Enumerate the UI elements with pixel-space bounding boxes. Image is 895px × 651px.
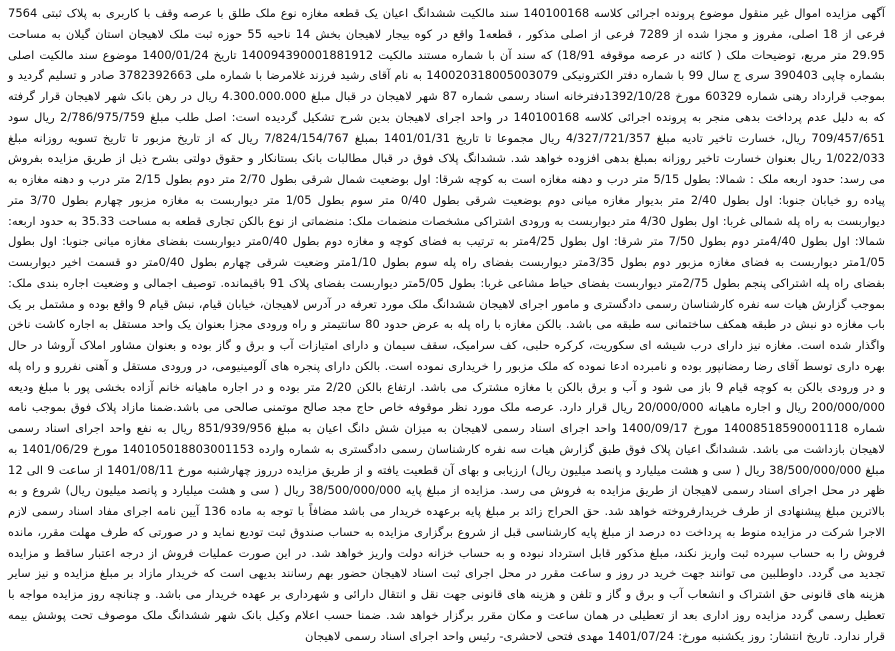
auction-notice-body: آگهی مزایده اموال غیر منقول موضوع پرونده اجرائی کلاسه 140100168 سند مالکیت ششدانگ اعیان یک قطعه مغازه نوع ملک طلق با عرصه وقف با کاربری به پلاک ثبتی 7564 فرعی از 18 اصلی، مفروز و مجزا شده از 7289 فرعی از اصلی مذکور ، قطعه1 واقع در کوه بیجار لاهیجان بخش 14 ناحیه 55 حوزه ثبت ملک لاهیجان استان گیلان به مساحت 29.95 متر مربع، توضیحات ملک ( کائنه در عرصه موقوفه 18/91) که سند آن با شماره مستند مالکیت 140094390001881912 تاریخ 1400/01/24 موضوع سند مالکیت اصلی بشماره چاپی 390403 سری ج سال 99 با شماره دفتر الکترونیکی 140020318005003079 به نام آقای رشید فرزند غلامرضا با شماره ملی 3782392663 صادر و تسلیم گردید و بموجب قرارداد رهنی شماره 60329 مورخ 1392/10/28دفترخانه اسناد رسمی شماره 87 شهر لاهیجان در قبال مبلغ 4.300.000.000 ریال در رهن بانک شهر لاهیجان قرار گرفته که به دلیل عدم پرداخت بدهی منجر به پرونده اجرائی کلاسه 140100168 در واحد اجرای لاهیجان بدین شرح تشکیل گردیده است: اصل طلب مبلغ 2/786/975/759 ریال سود 709/457/651 ریال، خسارت تاخیر تادیه مبلغ 4/327/721/357 ریال مجموعا تا تاریخ 1401/01/31 بمبلغ 7/824/154/767 ریال که از تاریخ مزبور تا تاریخ تسویه روزانه مبلغ 1/022/033 ریال بعنوان خسارت تاخیر روزانه بمبلغ بدهی افزوده خواهد شد. ششدانگ پلاک فوق در قبال مطالبات بانک بستانکار و حقوق دولتی بشرح ذیل از طریق مزایده بفروش می رسد: حدود اربعه ملک : شمالا: بطول 5/15 متر درب و دهنه مغازه است به کوچه شرقا: اول بوضعیت شمال شرقی بطول 2/70 متر دوم بطول 2/15 متر درب و دهنه مغازه به پیاده رو خیابان جنوبا: اول بطول 2/40 متر بدیوار مغازه میانی دوم بوضعیت شرقی بطول 0/40 متر سوم بطول 1/05 متر دیواربست به مغازه مزبور چهارم بطول 3/70 متر دیواربست به راه پله شمالی غربا: اول بطول 4/30 متر دیواربست به ورودی اشتراکی مشخصات منضمات ملک: منضماتی از نوع بالکن تجاری قطعه به مساحت 35.33 به حدود اربعه: شمالا: اول بطول 4/40متر دوم بطول 7/50 متر شرقا: اول بطول 4/25متر به ترتیب به فضای کوچه و مغازه دوم بطول 0/40متر دیواربست بفضای مغازه میانی جنوبا: اول بطول 1/05متر دیواربست به فضای مغازه مزبور دوم بطول 3/35متر دیواربست بفضای راه پله سوم بطول 1/10متر وضعیت شرقی چهارم بطول 0/40متر دو قسمت اخیر دیواربست بفضای راه پله اشتراکی پنجم بطول 2/75متر دیواربست بفضای حیاط مشاعی غربا: بطول 5/05متر دیواربست بفضای پلاک 91 باقیمانده. توصیف اجمالی و وضعیت اجاره بندی ملک: بموجب گزارش هیات سه نفره کارشناسان رسمی دادگستری و مامور اجرای لاهیجان ششدانگ ملک مورد تعرفه در آدرس لاهیجان، خیابان قیام، نبش قیام 9 واقع بوده و مشتمل بر یک باب مغازه دو نبش در طبقه همکف ساختمانی سه طبقه می باشد. بالکن مغازه با راه پله به عرض حدود 80 سانتیمتر و راه ورودی مجزا بعنوان یک واحد مستقل به اجاره کاشت ناخن واگذار شده است. مغازه نیز دارای درب شیشه ای سکوریت، کرکره حلبی، کف سرامیک، سقف سیمان و دارای امتیازات آب و برق و گاز بوده و بعنوان مشاور املاک آروشا در حال بهره داری توسط آقای رضا رمضانپور بوده و نامبرده ادعا نموده که ملک مزبور را خریداری نموده است. بالکن دارای پنجره های آلومینیومی، در ورودی مستقل و آهنی نفررو و راه پله و در ورودی بالکن به کوچه قیام 9 باز می شود و آب و برق بالکن با مغازه مشترک می باشد. ارتفاع بالکن 2/20 متر بوده و در اجاره ماهیانه خانم آزاده بخشی پور با مبلغ ودیعه 200/000/000 ریال و اجاره ماهیانه 20/000/000 ریال قرار دارد. عرصه ملک مورد نظر موقوفه خاص حاج مجد صالح موتمنی صالحی می باشد.ضمنا مازاد پلاک فوق بموجب نامه شماره 14008518590001118 مورخ 1400/09/17 واحد اجرای اسناد رسمی لاهیجان به میزان شش دانگ اعیان به مبلغ 851/939/956 ریال به نفع واحد اجرای اسناد رسمی لاهیجان بازداشت می باشد. ششدانگ اعیان پلاک فوق طبق گزارش هیات سه نفره کارشناسان رسمی دادگستری به شماره وارده 140105018803001153 مورخ 1401/06/29 به مبلغ 38/500/000/000 ریال ( سی و هشت میلیارد و پانصد میلیون ریال) ارزیابی و بهای آن قطعیت یافته و از طریق مزایده درروز چهارشنبه مورخ 1401/08/11 از ساعت 9 الی 12 ظهر در محل اجرای اسناد رسمی لاهیجان از طریق مزایده به فروش می رسد. مزایده از مبلغ پایه 38/500/000/000 ریال ( سی و هشت میلیارد و پانصد میلیون ریال) شروع و به بالاترین مبلغ پیشنهادی از طرف خریدارفروخته خواهد شد. حق الحراج زائد بر مبلغ پایه برعهده خریدار می باشد مضافاً با توجه به ماده 136 آیین نامه اجرای مفاد اسناد رسمی لازم الاجرا شرکت در مزایده منوط به پرداخت ده درصد از مبلغ پایه کارشناسی قبل از شروع برگزاری مزایده به حساب صندوق ثبت تودیع نماید و در صورتی که طرف مهلت مقرر، مانده فروش را به حساب سپرده ثبت واریز نکند، مبلغ مذکور قابل استرداد نبوده و به حساب خزانه دولت واریز خواهد شد. در این صورت عملیات فروش از درجه اعتبار ساقط و مزایده تجدید می گردد. داوطلبین می توانند جهت خرید در روز و ساعت مقرر در محل اجرای ثبت اسناد لاهیجان حضور بهم رسانند بدیهی است که خریدار مازاد بر مبلغ مزایده و نیز سایر هزینه های قانونی حق اشتراک و انشعاب آب و برق و گاز و تلفن و هزینه های قانونی جهت نقل و انتقال دارائی و شهرداری بر عهده خریدار می باشد. و چنانچه روز مزایده مواجه با تعطیل رسمی گردد مزایده روز اداری بعد از تعطیلی در همان ساعت و مکان مقرر برگزار خواهد شد. ضمنا حسب اعلام وکیل بانک شهر ششدانگ ملک موصوف تحت پوشش بیمه قرار ندارد. تاریخ انتشار: روز یکشنبه مورخ: 1401/07/24 مهدی فتحی لاحشری- رئیس واحد اجرای اسناد رسمی لاهیجان [8, 6, 886, 643]
